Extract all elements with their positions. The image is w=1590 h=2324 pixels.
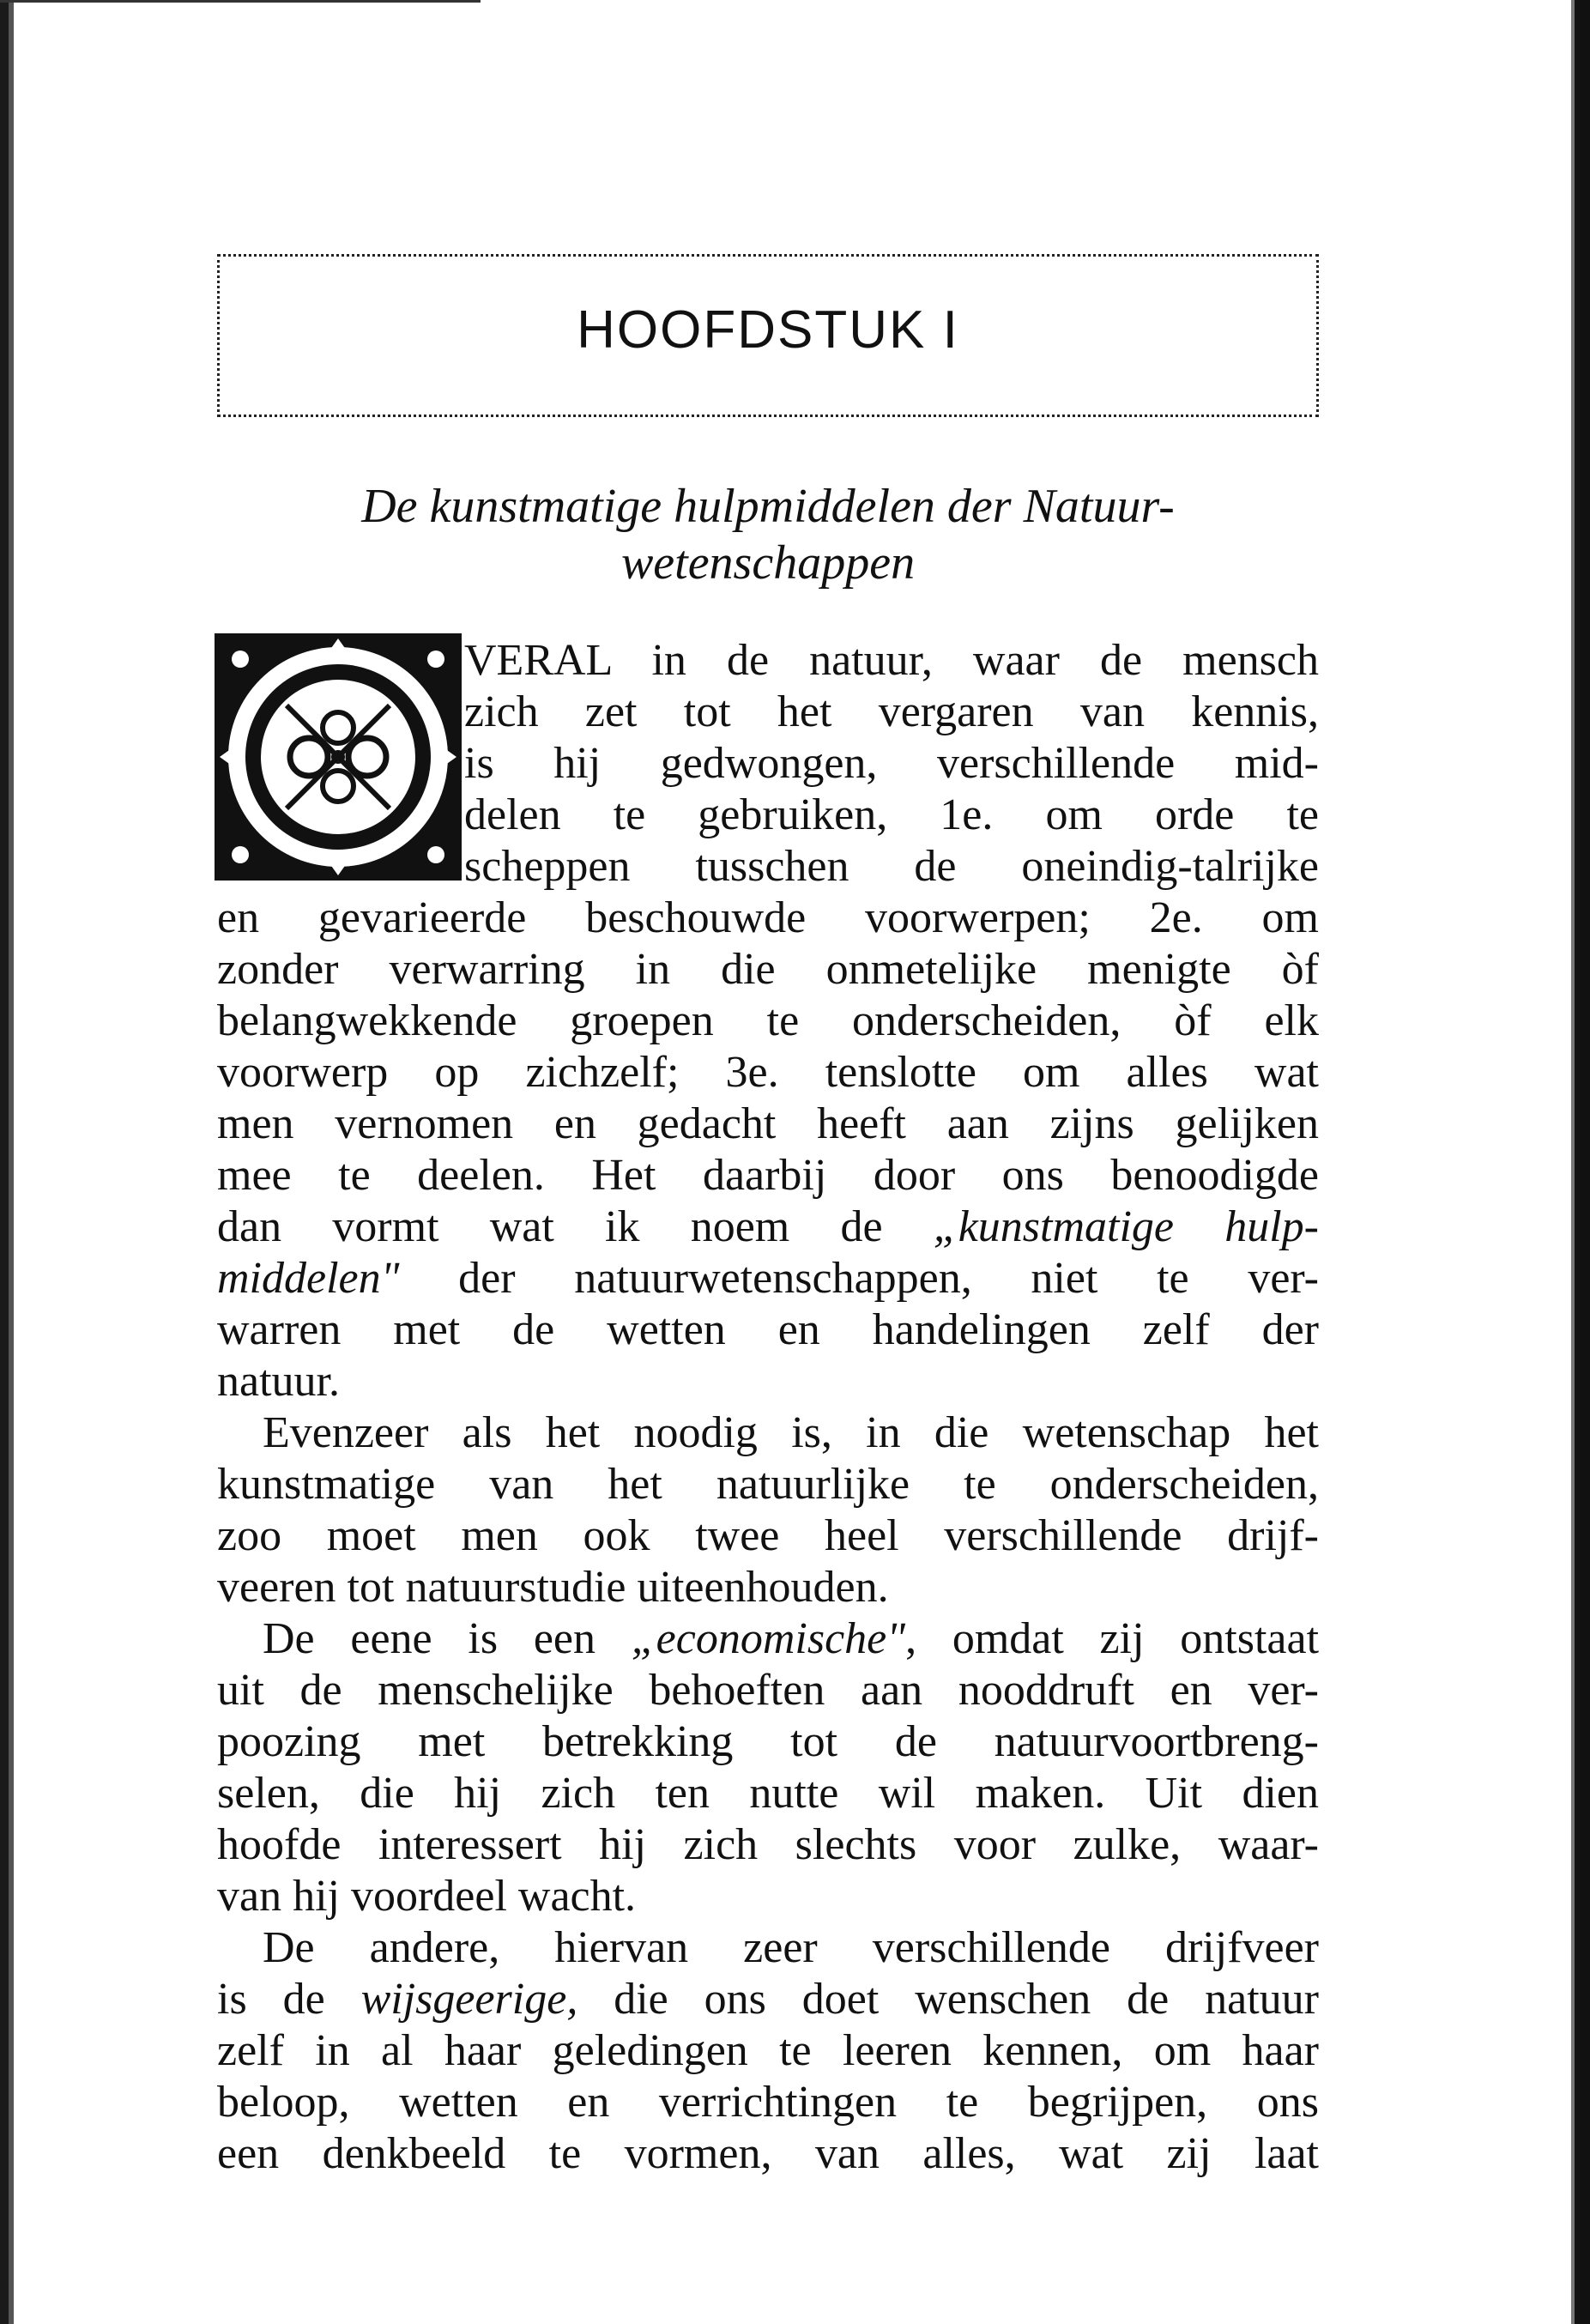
text-line: mee te deelen. Het daarbij door ons benoodigde xyxy=(217,1151,1319,1200)
text-line: zoo moet men ook twee heel verschillende drijf- xyxy=(217,1511,1319,1560)
text-line: natuur. xyxy=(217,1357,340,1406)
text-line: delen te gebruiken, 1e. om orde te xyxy=(464,790,1319,839)
text-line: van hij voordeel wacht. xyxy=(217,1872,637,1921)
page-edge-left-shadow xyxy=(9,0,14,2324)
text-line: veeren tot natuurstudie uiteenhouden. xyxy=(217,1563,889,1612)
text-line: voorwerp op zichzelf; 3e. tenslotte om alles wat xyxy=(217,1048,1319,1097)
chapter-subtitle-line-1: De kunstmatige hulpmiddelen der Natuur- xyxy=(361,480,1175,533)
chapter-subtitle-line-2: wetenschappen xyxy=(620,536,916,590)
text-line: hoofde interessert hij zich slechts voor zulke, waar- xyxy=(217,1820,1319,1869)
text-line: VERAL in de natuur, waar de mensch xyxy=(464,636,1319,685)
page-edge-top xyxy=(0,0,481,3)
text-line: zonder verwarring in die onmetelijke menigte òf xyxy=(217,945,1319,994)
text-line: middelen" der natuurwetenschappen, niet te ver- xyxy=(217,1254,1319,1303)
text-line: kunstmatige van het natuurlijke te onderscheiden, xyxy=(217,1460,1319,1509)
text-line: selen, die hij zich ten nutte wil maken. Uit dien xyxy=(217,1769,1319,1818)
text-line: zich zet tot het vergaren van kennis, xyxy=(464,687,1319,736)
text-line: men vernomen en gedacht heeft aan zijns gelijken xyxy=(217,1099,1319,1148)
text-line: belangwekkende groepen te onderscheiden, òf elk xyxy=(217,996,1319,1045)
page-edge-right-shadow xyxy=(1571,0,1575,2324)
text-line: scheppen tusschen de oneindig-talrijke xyxy=(464,842,1319,891)
text-line: poozing met betrekking tot de natuurvoortbreng- xyxy=(217,1717,1319,1766)
chapter-heading: HOOFDSTUK I xyxy=(577,300,959,360)
text-line: en gevarieerde beschouwde voorwerpen; 2e. om xyxy=(217,893,1319,942)
text-line: uit de menschelijke behoeften aan nooddruft en ver- xyxy=(217,1666,1319,1715)
chapter-heading-box xyxy=(217,254,1319,417)
text-line: Evenzeer als het noodig is, in die wetenschap het xyxy=(263,1408,1319,1457)
text-line: beloop, wetten en verrichtingen te begrijpen, ons xyxy=(217,2078,1319,2127)
text-line: een denkbeeld te vormen, van alles, wat zij laat xyxy=(217,2129,1319,2178)
text-line: dan vormt wat ik noem de „kunstmatige hulp- xyxy=(217,1202,1319,1251)
text-line: warren met de wetten en handelingen zelf der xyxy=(217,1305,1319,1354)
text-line: De andere, hiervan zeer verschillende drijfveer xyxy=(263,1923,1319,1972)
page-edge-right xyxy=(1575,0,1590,2324)
text-line: is de wijsgeerige, die ons doet wenschen de natuur xyxy=(217,1975,1319,2024)
text-line: is hij gedwongen, verschillende mid- xyxy=(464,739,1319,788)
text-line: zelf in al haar geledingen te leeren kennen, om haar xyxy=(217,2026,1319,2075)
ornamental-dropcap-o xyxy=(215,633,462,881)
page-edge-left xyxy=(0,0,9,2324)
dropcap-letter: O xyxy=(337,762,339,763)
text-line: De eene is een „economische", omdat zij ontstaat xyxy=(263,1614,1320,1663)
